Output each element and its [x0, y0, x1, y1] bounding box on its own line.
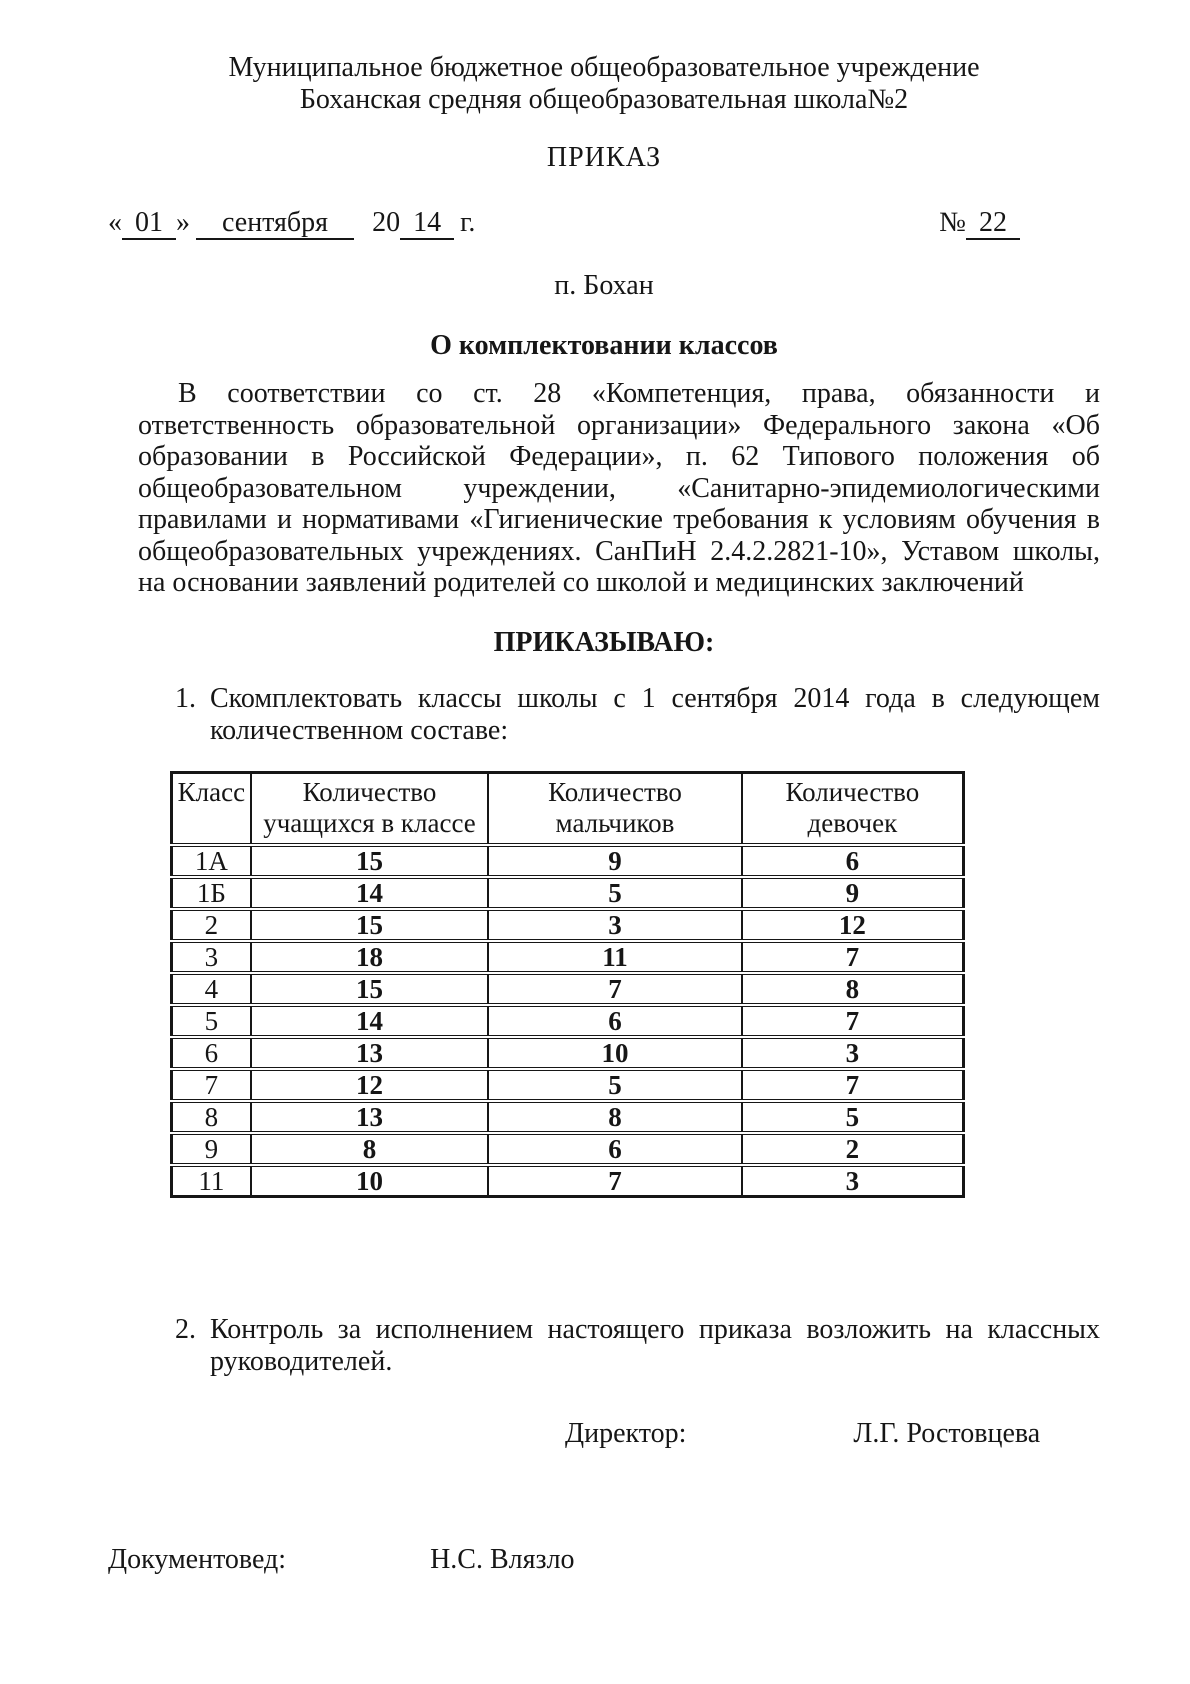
table-cell: 2	[742, 1133, 964, 1165]
table-cell: 11	[172, 1165, 251, 1197]
table-header-cell: Количество девочек	[742, 772, 964, 845]
item-text-line: Скомплектовать классы школы с 1 сентября 2014 года в следующем	[210, 682, 1100, 714]
table-header-cell: Количество учащихся в классе	[251, 772, 489, 845]
order-date	[108, 206, 475, 240]
table-cell: 7	[172, 1069, 251, 1101]
order-item-2	[108, 1314, 1100, 1378]
table-cell: 9	[742, 877, 964, 909]
preamble-line: на основании заявлений родителей со школой и медицинских заключений	[138, 567, 1024, 598]
order-item-1	[108, 683, 1100, 747]
table-row	[172, 1101, 964, 1133]
date-month-blank: сентября	[196, 208, 354, 240]
table-cell: 12	[251, 1069, 489, 1101]
table-cell: 5	[488, 1069, 741, 1101]
date-day-blank: 01	[122, 208, 176, 240]
preamble-line: правилами и нормативами «Гигиенические требования к условиям обучения в	[138, 504, 1100, 535]
table-cell: 7	[488, 973, 741, 1005]
table-cell: 14	[251, 877, 489, 909]
table-cell: 10	[251, 1165, 489, 1197]
table-cell: 8	[251, 1133, 489, 1165]
classes-table	[170, 771, 965, 1199]
table-cell: 3	[488, 909, 741, 941]
table-cell: 15	[251, 909, 489, 941]
table-cell: 1А	[172, 845, 251, 877]
table-row	[172, 845, 964, 877]
table-row	[172, 1133, 964, 1165]
table-header-row	[172, 772, 964, 845]
table-cell: 2	[172, 909, 251, 941]
org-name-line1: Муниципальное бюджетное общеобразовательное учреждение	[228, 52, 980, 83]
date-close-quote: »	[176, 207, 190, 238]
table-cell: 3	[742, 1037, 964, 1069]
table-cell: 8	[488, 1101, 741, 1133]
table-row	[172, 909, 964, 941]
item-text-line: Контроль за исполнением настоящего приказа возложить на классных	[210, 1314, 1100, 1345]
date-open-quote: «	[108, 207, 122, 238]
doc-type-title: ПРИКАЗ	[546, 142, 662, 173]
table-cell: 8	[172, 1101, 251, 1133]
signature-role: Директор:	[565, 1418, 687, 1449]
signature-director-row	[108, 1418, 1100, 1450]
signature-name: Л.Г. Ростовцева	[853, 1418, 1041, 1449]
item-number: 2.	[175, 1314, 196, 1345]
table-cell: 18	[251, 941, 489, 973]
signature-name: Н.С. Влязло	[430, 1544, 575, 1575]
table-cell: 7	[742, 1005, 964, 1037]
number-value-blank: 22	[966, 208, 1020, 240]
table-cell: 11	[488, 941, 741, 973]
table-cell: 6	[488, 1133, 741, 1165]
date-century: 20	[372, 207, 401, 238]
signature-role: Документовед:	[108, 1544, 287, 1575]
number-sign: №	[939, 207, 966, 238]
table-cell: 15	[251, 845, 489, 877]
table-cell: 13	[251, 1101, 489, 1133]
item-number: 1.	[175, 682, 196, 714]
preamble-line: В соответствии со ст. 28 «Компетенция, права, обязанности и	[178, 378, 1100, 409]
org-name-line2: Боханская средняя общеобразовательная школа№2	[299, 84, 909, 115]
table-header-cell: Количество мальчиков	[488, 772, 741, 845]
table-row	[172, 1037, 964, 1069]
table-cell: 15	[251, 973, 489, 1005]
table-cell: 12	[742, 909, 964, 941]
item-text-line: руководителей.	[210, 1346, 393, 1377]
subject-title: О комплектовании классов	[430, 330, 778, 361]
table-cell: 10	[488, 1037, 741, 1069]
date-number-row	[108, 206, 1100, 240]
table-cell: 14	[251, 1005, 489, 1037]
preamble-line: образовании в Российской Федерации», п. 62 Типового положения об	[138, 441, 1100, 472]
table-cell: 7	[488, 1165, 741, 1197]
table-cell: 9	[488, 845, 741, 877]
date-year-blank: 14	[400, 208, 454, 240]
table-cell: 4	[172, 973, 251, 1005]
date-era: г.	[460, 207, 476, 238]
table-cell: 3	[172, 941, 251, 973]
table-cell: 7	[742, 941, 964, 973]
table-row	[172, 877, 964, 909]
table-row	[172, 941, 964, 973]
table-row	[172, 1005, 964, 1037]
table-cell: 6	[488, 1005, 741, 1037]
table-cell: 5	[172, 1005, 251, 1037]
order-number	[939, 206, 1020, 240]
table-cell: 7	[742, 1069, 964, 1101]
item-text-line: количественном составе:	[210, 714, 509, 746]
table-cell: 9	[172, 1133, 251, 1165]
table-cell: 6	[172, 1037, 251, 1069]
table-cell: 6	[742, 845, 964, 877]
table-cell: 1Б	[172, 877, 251, 909]
table-cell: 5	[742, 1101, 964, 1133]
table-header-cell: Класс	[172, 772, 251, 845]
preamble-line: общеобразовательных учреждениях. СанПиН 2.4.2.2821-10», Уставом школы,	[138, 535, 1100, 567]
preamble-line: ответственность образовательной организации» Федерального закона «Об	[138, 409, 1100, 441]
order-keyword: ПРИКАЗЫВАЮ:	[493, 626, 715, 658]
table-cell: 13	[251, 1037, 489, 1069]
table-cell: 8	[742, 973, 964, 1005]
table-row	[172, 1069, 964, 1101]
table-row	[172, 1165, 964, 1197]
signature-documentovod-row	[108, 1544, 1100, 1576]
table-row	[172, 973, 964, 1005]
table-cell: 3	[742, 1165, 964, 1197]
preamble-paragraph	[138, 378, 1100, 599]
place-line: п. Бохан	[554, 270, 654, 301]
preamble-line: общеобразовательном учреждении, «Санитарно-эпидемиологическими	[138, 472, 1100, 504]
table-cell: 5	[488, 877, 741, 909]
